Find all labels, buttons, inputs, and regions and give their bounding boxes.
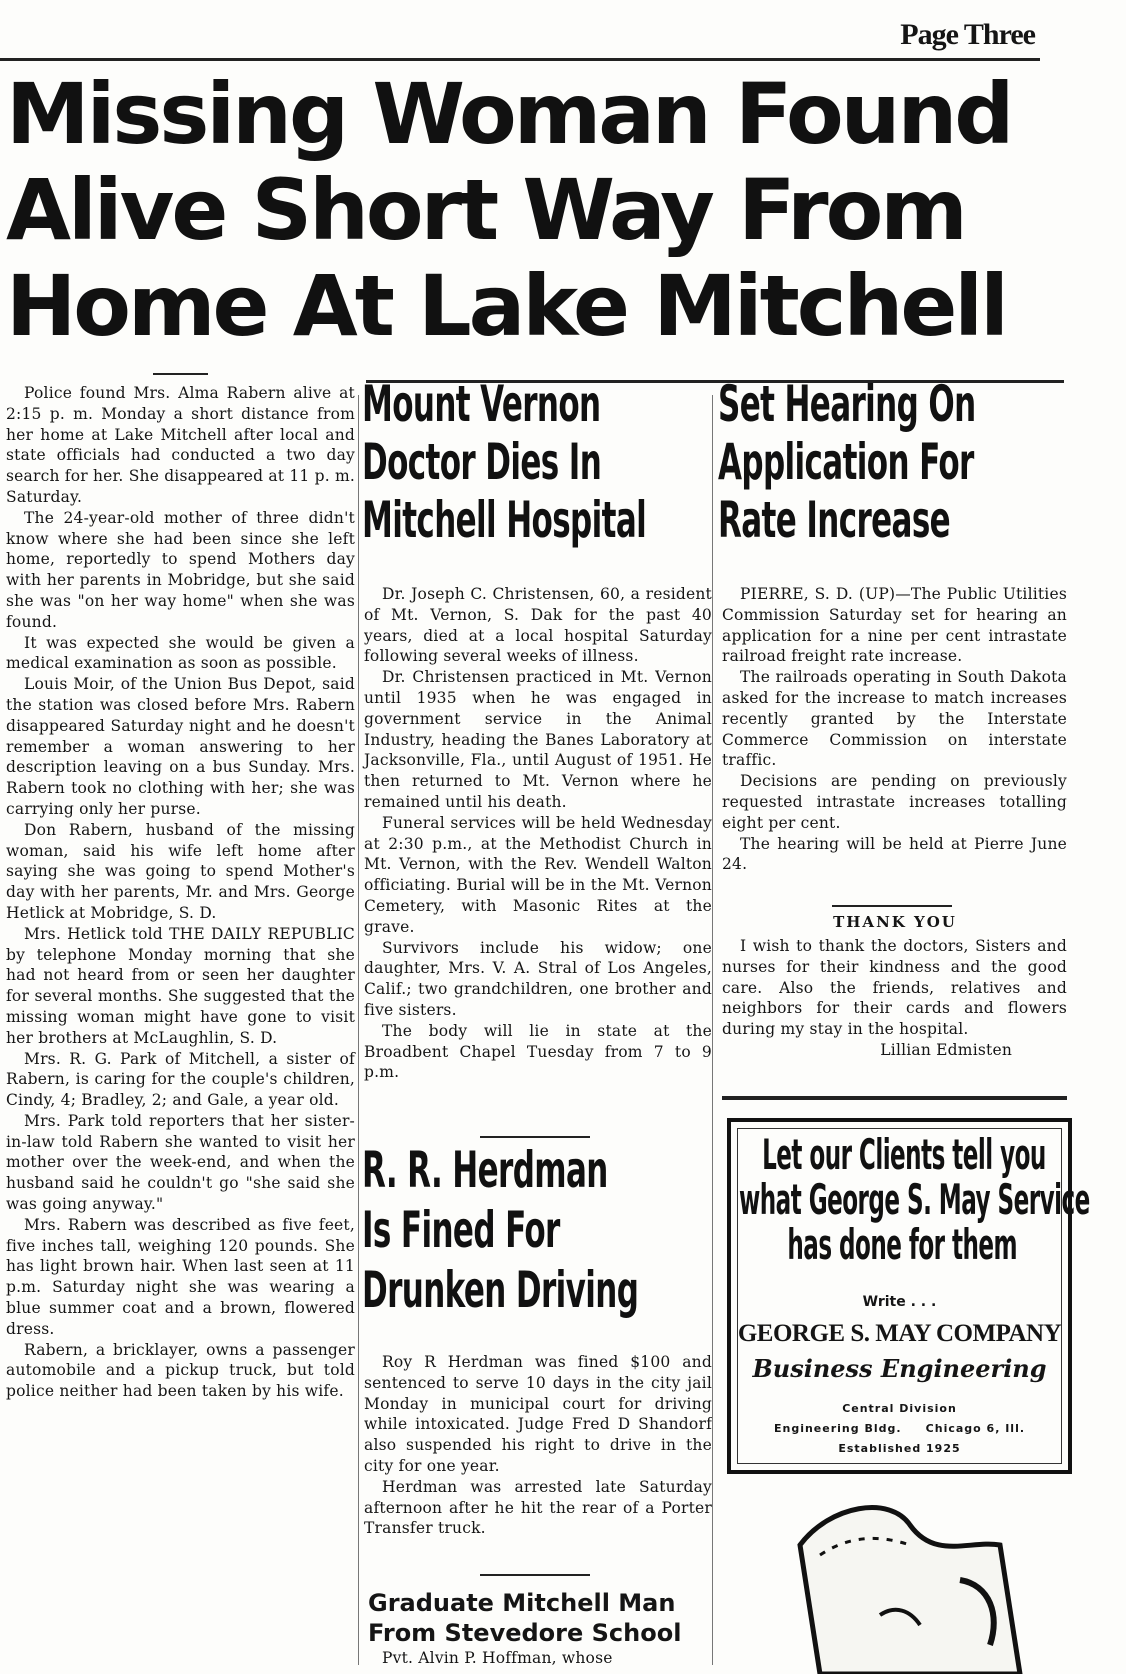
article-paragraph: The railroads operating in South Dakota asked for the increase to match increases recently granted by the Interstate Commerce Commission on interstate traffic. [722, 668, 1067, 770]
headline-line: Rate Increase [718, 491, 951, 549]
headline-line: R. R. Herdman [362, 1141, 608, 1199]
article-paragraph: Police found Mrs. Alma Rabern alive at 2:15 p. m. Monday a short distance from her home at Lake Mitchell after local and state officials had conducted a two day search for her. She disappeared at 11 p. m. Saturday. [6, 384, 356, 506]
article-paragraph: Dr. Joseph C. Christensen, 60, a resident of Mt. Vernon, S. Dak for the past 40 years, died at a local hospital Saturday following several weeks of illness. [364, 585, 712, 666]
headline-line: has done for them [787, 1220, 1018, 1269]
ad-write: Write . . . [862, 1294, 937, 1310]
article-paragraph: The 24-year-old mother of three didn't know where she had been since she left home, reportedly to spend Mothers day with her parents in Mobridge, but she said she was "on her way home" when she was found. [6, 508, 355, 631]
section-rule [722, 1096, 1067, 1100]
ad-company: GEORGE S. MAY COMPANY [737, 1320, 1062, 1347]
headline-line: Doctor Dies In [362, 433, 602, 491]
section-rule [480, 1136, 590, 1138]
ad-division: Central Division [842, 1402, 957, 1415]
article-paragraph: The hearing will be held at Pierre June 24. [722, 834, 1067, 874]
article-paragraph: Dr. Christensen practiced in Mt. Vernon until 1935 when he was engaged in government service in the Animal Industry, heading the Banes Laboratory at Jacksonville, Fla., until August of 1951. He then returned to Mt. Vernon where he remained until his death. [364, 668, 712, 811]
headline-line: what George S. May Service [739, 1175, 1090, 1224]
article-paragraph: Roy R Herdman was fined $100 and sentenced to serve 10 days in the city jail Monday in municipal court for driving while intoxicated. Judge Fred D Shandorf also suspended his right to drive in the city for one year. [364, 1353, 712, 1475]
article-paragraph: Louis Moir, of the Union Bus Depot, said the station was closed before Mrs. Rabern disappeared Saturday night and he doesn't remember a woman answering to her description leaving on a bus Sunday. Mrs. Rabern took no clothing with her; she was carrying only her purse. [6, 675, 355, 818]
page-label: Page Three [900, 18, 1035, 51]
headline-line: Mount Vernon [362, 375, 601, 433]
headline-line: Drunken Driving [362, 1261, 639, 1319]
thank-you-signature: Lillian Edmisten [880, 1040, 1012, 1059]
section-rule [832, 905, 952, 907]
article-paragraph: It was expected she would be given a medical examination as soon as possible. [6, 633, 355, 673]
rate-headline [718, 375, 976, 549]
headline-line: From Stevedore School [368, 1619, 682, 1647]
headline-line: Alive Short Way From [6, 161, 965, 259]
headline-line: Home At Lake Mitchell [6, 257, 1006, 355]
article-paragraph: Rabern, a bricklayer, owns a passenger automobile and a pickup truck, but told police neither had been taken by his wife. [6, 1340, 355, 1401]
article-paragraph: Funeral services will be held Wednesday at 2:30 p.m., at the Methodist Church in Mt. Vernon, with the Rev. Wendell Walton officiating. Burial will be in the Mt. Vernon Cemetery, with Masonic Rites at the grave. [364, 813, 712, 936]
george-may-ad [727, 1118, 1090, 1474]
bag-illustration-icon [760, 1485, 1060, 1674]
article-rule [153, 373, 208, 375]
ad-headline [739, 1132, 1090, 1267]
thank-you-title: THANK YOU [833, 913, 957, 931]
missing-woman-article [6, 373, 355, 1402]
article-paragraph: Mrs. R. G. Park of Mitchell, a sister of Rabern, is caring for the couple's children, Cindy, 4; Bradley, 2; and Gale, a year old. [6, 1049, 355, 1110]
headline-line: Application For [718, 433, 974, 491]
ad-address: Engineering Bldg. Chicago 6, Ill. [773, 1422, 1026, 1435]
main-headline [6, 66, 1066, 354]
doctor-article [364, 584, 712, 1083]
article-paragraph: Pvt. Alvin P. Hoffman, whose [382, 1649, 613, 1667]
rate-article [722, 584, 1067, 875]
article-paragraph: PIERRE, S. D. (UP)—The Public Utilities Commission Saturday set for hearing an application for a nine per cent intrastate railroad freight rate increase. [722, 585, 1067, 666]
headline-line: Is Fined For [362, 1201, 560, 1259]
article-paragraph: Decisions are pending on previously requested intrastate increases totalling eight per cent. [722, 772, 1067, 832]
headline-line: Missing Woman Found [6, 65, 1012, 163]
doctor-headline [362, 375, 646, 549]
thank-you-notice [722, 936, 1067, 1061]
article-paragraph: The body will lie in state at the Broadbent Chapel Tuesday from 7 to 9 p.m. [364, 1021, 712, 1082]
headline-line: Graduate Mitchell Man [368, 1589, 676, 1617]
article-paragraph: Mrs. Rabern was described as five feet, five inches tall, weighing 120 pounds. She has light brown hair. When last seen at 11 p.m. Saturday night she was wearing a blue summer coat and a brown, flowered dress. [6, 1215, 355, 1338]
thank-you-text: I wish to thank the doctors, Sisters and nurses for their kindness and the good care. Also the friends, relatives and neighbors for their cards and flowers during my stay in the hospital. [722, 937, 1067, 1039]
article-paragraph: Mrs. Park told reporters that her sister-in-law told Rabern she wanted to visit her mother over the week-end, and when the husband said he couldn't go "she said she was going anyway." [6, 1111, 355, 1214]
graduate-headline [368, 1588, 681, 1648]
article-paragraph: Don Rabern, husband of the missing woman, said his wife left home after saying she was going to spend Mother's day with her parents, Mr. and Mrs. George Hetlick at Mobridge, S. D. [6, 820, 355, 922]
top-rule [0, 58, 1040, 61]
section-rule [480, 1574, 590, 1576]
herdman-headline [362, 1140, 638, 1320]
column-divider [712, 395, 713, 1665]
herdman-article [364, 1352, 712, 1539]
article-paragraph: Herdman was arrested late Saturday afternoon after he hit the rear of a Porter Transfer truck. [364, 1477, 712, 1538]
headline-line: Mitchell Hospital [362, 491, 647, 549]
article-paragraph: Survivors include his widow; one daughter, Mrs. V. A. Stral of Los Angeles, Calif.; two grandchildren, one brother and five sisters. [364, 938, 712, 1019]
graduate-article [364, 1648, 712, 1669]
headline-line: Let our Clients tell you [762, 1130, 1046, 1179]
ad-established: Established 1925 [838, 1442, 961, 1455]
article-paragraph: Mrs. Hetlick told THE DAILY REPUBLIC by telephone Monday morning that she had not heard from or seen her daughter for several months. She suggested that the missing woman might have gone to visit her brothers at McLaughlin, S. D. [6, 924, 355, 1047]
ad-tagline: Business Engineering [752, 1354, 1047, 1383]
headline-line: Set Hearing On [718, 375, 976, 433]
column-divider [358, 395, 359, 1665]
